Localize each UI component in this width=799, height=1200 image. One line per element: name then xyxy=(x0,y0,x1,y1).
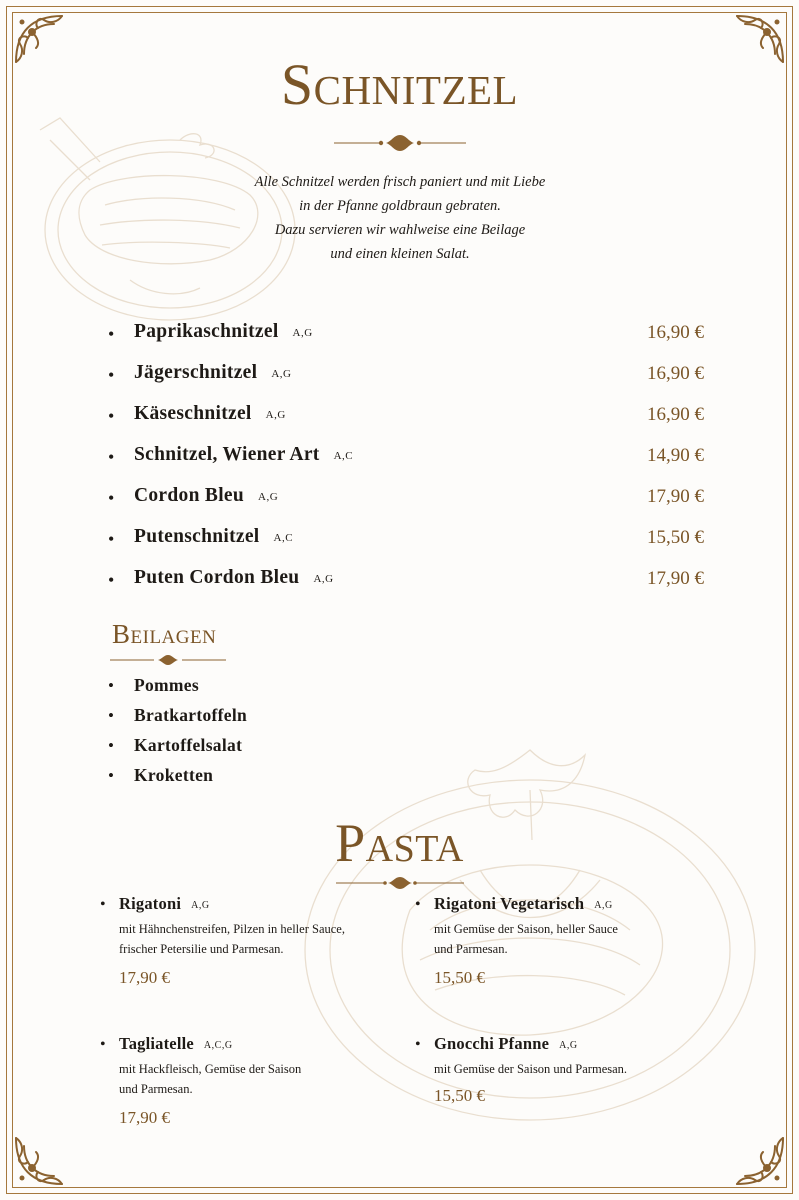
allergen-codes: A,G xyxy=(271,368,292,380)
bullet-icon: • xyxy=(108,529,115,549)
allergen-codes: A,G xyxy=(258,491,279,503)
bullet-icon: • xyxy=(108,447,115,467)
menu-item xyxy=(108,318,708,359)
bullet-icon: • xyxy=(108,766,114,785)
bullet-icon: • xyxy=(100,1036,106,1053)
intro-line: Dazu servieren wir wahlweise eine Beilage xyxy=(274,222,526,238)
item-name: Putenschnitzel A,C xyxy=(134,526,294,547)
schnitzel-intro xyxy=(200,170,600,266)
allergen-codes: A,C xyxy=(273,532,294,544)
bullet-icon: • xyxy=(108,736,114,755)
item-name: Gnocchi Pfanne A,G xyxy=(434,1034,578,1053)
intro-line: Alle Schnitzel werden frisch paniert und mit Liebe xyxy=(254,174,546,190)
allergen-codes: A,C xyxy=(333,450,354,462)
item-price: 17,90 € xyxy=(119,1108,170,1127)
item-name: Jägerschnitzel A,G xyxy=(134,362,292,383)
allergen-codes: A,C,G xyxy=(203,1040,233,1051)
item-price: 16,90 € xyxy=(647,322,704,343)
bullet-icon: • xyxy=(108,488,115,508)
item-name: Rigatoni A,G xyxy=(119,894,210,913)
bullet-icon: • xyxy=(415,1036,421,1053)
bullet-icon: • xyxy=(108,324,115,344)
bullet-icon: • xyxy=(100,896,106,913)
allergen-codes: A,G xyxy=(313,573,334,585)
side-name: Bratkartoffeln xyxy=(134,705,248,725)
bullet-icon: • xyxy=(108,406,115,426)
allergen-codes: A,G xyxy=(559,1040,578,1051)
item-description: mit Hackfleisch, Gemüse der Saison und Parmesan. xyxy=(119,1062,302,1096)
ornamental-divider-icon xyxy=(336,874,464,892)
allergen-codes: A,G xyxy=(191,900,210,911)
side-name: Kartoffelsalat xyxy=(134,735,243,755)
corner-ornament-icon xyxy=(10,1132,68,1190)
schnitzel-list xyxy=(108,318,708,605)
bullet-icon: • xyxy=(108,365,115,385)
bullet-icon: • xyxy=(108,570,115,590)
item-name: Cordon Bleu A,G xyxy=(134,485,279,506)
menu-item xyxy=(108,564,708,605)
item-name: Rigatoni Vegetarisch A,G xyxy=(434,894,613,913)
side-name: Pommes xyxy=(134,675,199,695)
item-name: Tagliatelle A,C,G xyxy=(119,1034,233,1053)
bullet-icon: • xyxy=(108,706,114,725)
item-description: mit Gemüse der Saison, heller Sauce und Parmesan. xyxy=(434,922,618,956)
item-price: 16,90 € xyxy=(647,363,704,384)
beilagen-heading: Beilagen xyxy=(112,619,217,649)
allergen-codes: A,G xyxy=(265,409,286,421)
item-price: 17,90 € xyxy=(119,968,170,987)
intro-line: in der Pfanne goldbraun gebraten. xyxy=(299,198,501,214)
item-price: 15,50 € xyxy=(434,968,485,987)
item-name: Puten Cordon Bleu A,G xyxy=(134,567,334,588)
intro-line: und einen kleinen Salat. xyxy=(330,246,470,262)
bullet-icon: • xyxy=(415,896,421,913)
ornamental-divider-icon xyxy=(334,132,466,154)
side-name: Kroketten xyxy=(134,765,214,785)
menu-item xyxy=(108,400,708,441)
pasta-heading: Pasta xyxy=(335,813,464,873)
item-name: Käseschnitzel A,G xyxy=(134,403,286,424)
item-price: 15,50 € xyxy=(434,1086,485,1105)
item-price: 17,90 € xyxy=(647,568,704,589)
page-title: Schnitzel xyxy=(280,52,519,117)
item-price: 16,90 € xyxy=(647,404,704,425)
item-price: 17,90 € xyxy=(647,486,704,507)
menu-item xyxy=(108,441,708,482)
item-price: 14,90 € xyxy=(647,445,704,466)
menu-item xyxy=(108,482,708,523)
menu-item xyxy=(108,523,708,564)
item-description: mit Gemüse der Saison und Parmesan. xyxy=(434,1062,628,1076)
allergen-codes: A,G xyxy=(292,327,313,339)
item-name: Schnitzel, Wiener Art A,C xyxy=(134,444,354,465)
item-name: Paprikaschnitzel A,G xyxy=(134,321,313,342)
allergen-codes: A,G xyxy=(594,900,613,911)
item-description: mit Hähnchenstreifen, Pilzen in heller Sauce, frischer Petersilie und Parmesan. xyxy=(119,922,345,956)
bullet-icon: • xyxy=(108,676,114,695)
ornamental-divider-icon xyxy=(110,652,226,668)
corner-ornament-icon xyxy=(731,1132,789,1190)
menu-item xyxy=(108,359,708,400)
item-price: 15,50 € xyxy=(647,527,704,548)
